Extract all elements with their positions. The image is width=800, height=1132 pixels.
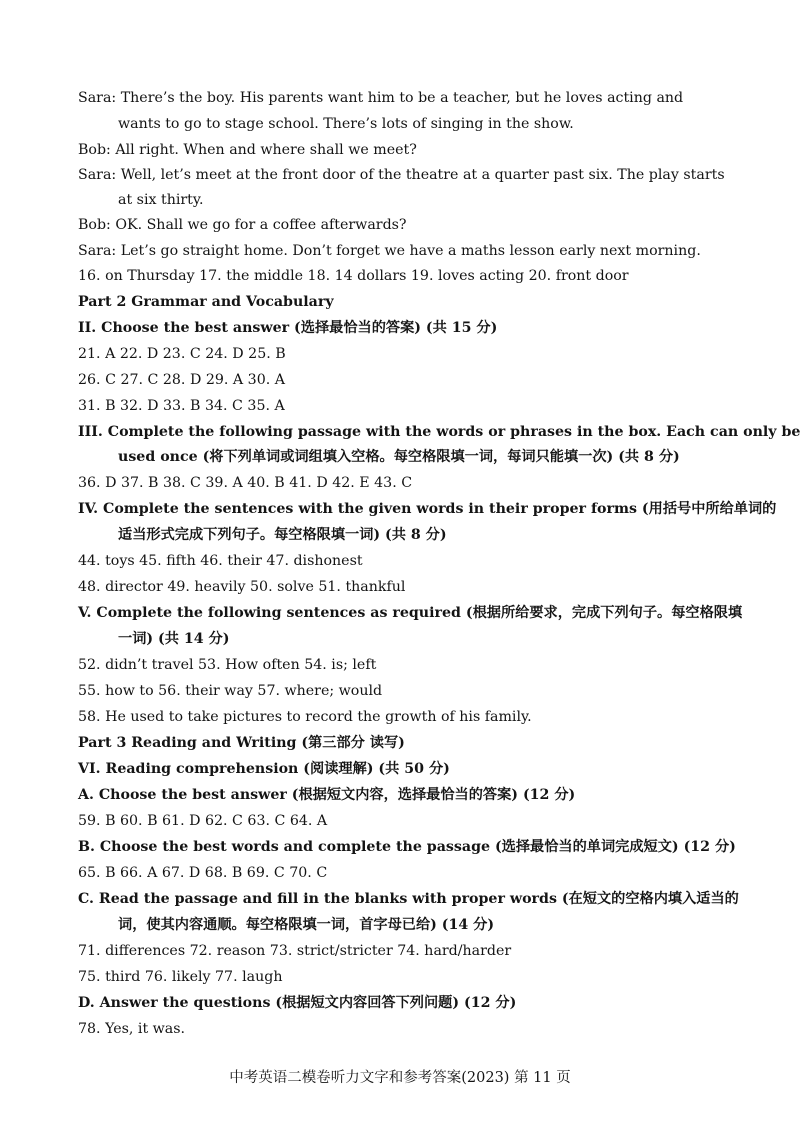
answer-row: 31. B 32. D 33. B 34. C 35. A [78,398,285,414]
section-heading: B. Choose the best words and complete the passage (选择最恰当的单词完成短文) (12 分) [78,839,736,855]
dialogue-line: at six thirty. [118,192,204,208]
section-heading: VI. Reading comprehension (阅读理解) (共 50 分) [78,761,450,777]
section-heading: C. Read the passage and fill in the blanks with proper words (在短文的空格内填入适当的 [78,891,739,907]
section-heading: 适当形式完成下列句子。每空格限填一词) (共 8 分) [118,527,447,543]
answer-row: 75. third 76. likely 77. laugh [78,969,283,985]
answer-row: 55. how to 56. their way 57. where; would [78,683,383,699]
part-heading: Part 3 Reading and Writing (第三部分 读写) [78,735,405,751]
section-heading: 词，使其内容通顺。每空格限填一词，首字母已给) (14 分) [118,917,495,933]
answer-row: 59. B 60. B 61. D 62. C 63. C 64. A [78,813,328,829]
answer-row: 36. D 37. B 38. C 39. A 40. B 41. D 42. E 43. C [78,475,413,491]
section-heading: V. Complete the following sentences as required (根据所给要求，完成下列句子。每空格限填 [78,605,743,621]
section-heading: IV. Complete the sentences with the given words in their proper forms (用括号中所给单词的 [78,501,777,517]
answer-row: 65. B 66. A 67. D 68. B 69. C 70. C [78,865,328,881]
section-heading: D. Answer the questions (根据短文内容回答下列问题) (12 分) [78,995,517,1011]
page-footer: 中考英语二模卷听力文字和参考答案(2023) 第 11 页 [229,1070,571,1086]
answer-row: 16. on Thursday 17. the middle 18. 14 dollars 19. loves acting 20. front door [78,268,629,284]
answer-row: 58. He used to take pictures to record the growth of his family. [78,709,532,725]
dialogue-line: Bob: All right. When and where shall we meet? [78,142,417,158]
answer-row: 48. director 49. heavily 50. solve 51. thankful [78,579,406,595]
section-heading: III. Complete the following passage with the words or phrases in the box. Each can only be [78,424,800,440]
section-heading: used once (将下列单词或词组填入空格。每空格限填一词，每词只能填一次) (共 8 分) [118,449,680,465]
dialogue-line: wants to go to stage school. There’s lots of singing in the show. [118,116,574,132]
answer-row: 26. C 27. C 28. D 29. A 30. A [78,372,285,388]
answer-row: 52. didn’t travel 53. How often 54. is; left [78,657,377,673]
dialogue-line: Bob: OK. Shall we go for a coffee afterwards? [78,217,407,233]
dialogue-line: Sara: Well, let’s meet at the front door of the theatre at a quarter past six. The play starts [78,167,725,183]
section-heading: A. Choose the best answer (根据短文内容，选择最恰当的答案) (12 分) [78,787,576,803]
dialogue-line: Sara: There’s the boy. His parents want him to be a teacher, but he loves acting and [78,90,684,106]
part-heading: Part 2 Grammar and Vocabulary [78,294,334,310]
section-heading: 一词) (共 14 分) [118,631,230,647]
answer-row: 21. A 22. D 23. C 24. D 25. B [78,346,286,362]
answer-row: 44. toys 45. fifth 46. their 47. dishonest [78,553,363,569]
answer-row: 78. Yes, it was. [78,1021,186,1037]
answer-row: 71. differences 72. reason 73. strict/stricter 74. hard/harder [78,943,512,959]
section-heading: II. Choose the best answer (选择最恰当的答案) (共 15 分) [78,320,498,336]
dialogue-line: Sara: Let’s go straight home. Don’t forget we have a maths lesson early next morning. [78,243,701,259]
